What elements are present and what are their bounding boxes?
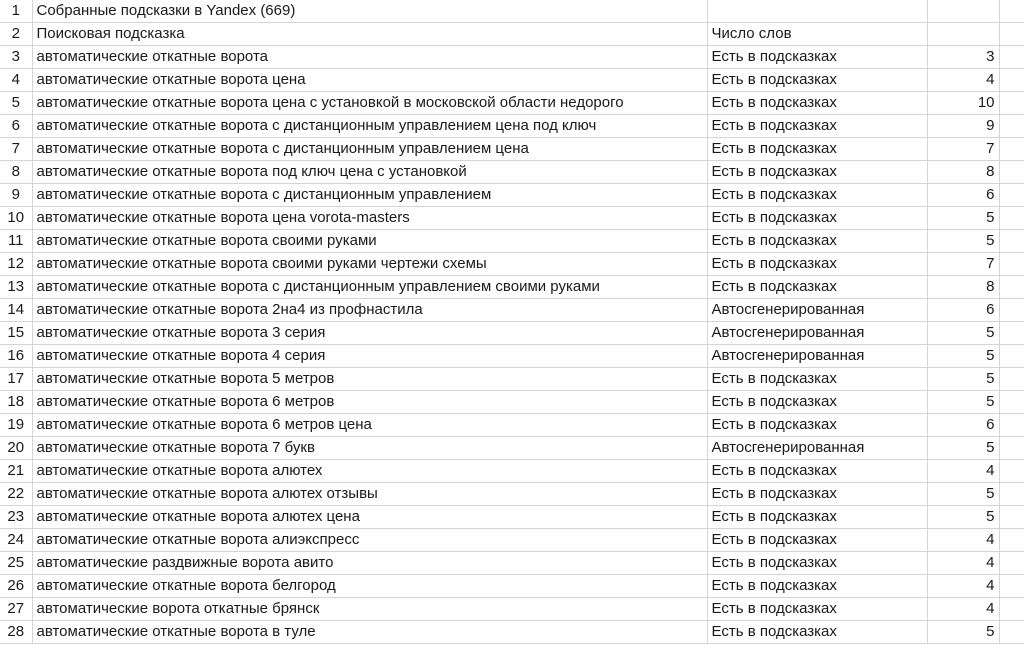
table-row: [0, 138, 1024, 161]
row-number[interactable]: 20: [0, 437, 32, 460]
word-count-cell[interactable]: 6: [927, 299, 999, 322]
word-count-cell[interactable]: 5: [927, 345, 999, 368]
word-count-cell[interactable]: 6: [927, 414, 999, 437]
word-count-cell[interactable]: 5: [927, 368, 999, 391]
source-cell[interactable]: Есть в подсказках: [707, 529, 927, 552]
word-count-cell[interactable]: 5: [927, 322, 999, 345]
query-cell[interactable]: автоматические откатные ворота: [32, 46, 707, 69]
table-row: [0, 506, 1024, 529]
table-row: [0, 621, 1024, 644]
row-number[interactable]: 26: [0, 575, 32, 598]
row-number[interactable]: 8: [0, 161, 32, 184]
cell[interactable]: [999, 230, 1024, 253]
row-number[interactable]: 12: [0, 253, 32, 276]
source-cell[interactable]: Есть в подсказках: [707, 115, 927, 138]
title-row: [0, 0, 1024, 23]
word-count-cell[interactable]: 4: [927, 552, 999, 575]
source-cell[interactable]: Есть в подсказках: [707, 184, 927, 207]
header-row: [0, 23, 1024, 46]
cell[interactable]: [999, 529, 1024, 552]
row-number[interactable]: 4: [0, 69, 32, 92]
table-row: [0, 230, 1024, 253]
row-number[interactable]: 28: [0, 621, 32, 644]
row-number[interactable]: 18: [0, 391, 32, 414]
table-row: [0, 115, 1024, 138]
cell[interactable]: [999, 276, 1024, 299]
query-cell[interactable]: автоматические ворота откатные брянск: [32, 598, 707, 621]
table-row: [0, 161, 1024, 184]
source-cell[interactable]: Есть в подсказках: [707, 460, 927, 483]
source-cell[interactable]: Есть в подсказках: [707, 207, 927, 230]
row-number[interactable]: 19: [0, 414, 32, 437]
cell[interactable]: [927, 0, 999, 23]
row-number[interactable]: 17: [0, 368, 32, 391]
source-cell[interactable]: Есть в подсказках: [707, 46, 927, 69]
table-row: [0, 299, 1024, 322]
source-cell[interactable]: Есть в подсказках: [707, 253, 927, 276]
row-number[interactable]: 7: [0, 138, 32, 161]
cell[interactable]: [927, 23, 999, 46]
table-row: [0, 598, 1024, 621]
source-cell[interactable]: Есть в подсказках: [707, 483, 927, 506]
row-number[interactable]: 23: [0, 506, 32, 529]
query-cell[interactable]: автоматические откатные ворота алютех цена: [32, 506, 707, 529]
word-count-cell[interactable]: 8: [927, 276, 999, 299]
query-cell[interactable]: автоматические откатные ворота алиэкспресс: [32, 529, 707, 552]
cell[interactable]: [999, 0, 1024, 23]
cell[interactable]: [999, 46, 1024, 69]
query-cell[interactable]: автоматические откатные ворота цена: [32, 69, 707, 92]
cell[interactable]: [999, 621, 1024, 644]
source-cell[interactable]: Есть в подсказках: [707, 92, 927, 115]
source-cell[interactable]: Есть в подсказках: [707, 69, 927, 92]
query-cell[interactable]: автоматические раздвижные ворота авито: [32, 552, 707, 575]
source-cell[interactable]: Есть в подсказках: [707, 598, 927, 621]
word-count-cell[interactable]: 6: [927, 184, 999, 207]
row-number[interactable]: 10: [0, 207, 32, 230]
table-row: [0, 276, 1024, 299]
query-cell[interactable]: автоматические откатные ворота в туле: [32, 621, 707, 644]
word-count-cell[interactable]: 8: [927, 161, 999, 184]
query-cell[interactable]: автоматические откатные ворота 4 серия: [32, 345, 707, 368]
cell[interactable]: [999, 115, 1024, 138]
cell[interactable]: [999, 598, 1024, 621]
query-cell[interactable]: автоматические откатные ворота 6 метров цена: [32, 414, 707, 437]
source-cell[interactable]: Есть в подсказках: [707, 506, 927, 529]
cell[interactable]: [999, 368, 1024, 391]
row-number[interactable]: 25: [0, 552, 32, 575]
source-cell[interactable]: Есть в подсказках: [707, 368, 927, 391]
cell[interactable]: [999, 483, 1024, 506]
cell[interactable]: [999, 253, 1024, 276]
word-count-cell[interactable]: 7: [927, 253, 999, 276]
table-row: [0, 483, 1024, 506]
table-row: [0, 575, 1024, 598]
source-cell[interactable]: Автосгенерированная: [707, 322, 927, 345]
row-number[interactable]: 13: [0, 276, 32, 299]
word-count-cell[interactable]: 5: [927, 506, 999, 529]
table-row: [0, 552, 1024, 575]
cell[interactable]: [999, 506, 1024, 529]
table-row: [0, 345, 1024, 368]
cell[interactable]: [707, 0, 927, 23]
cell[interactable]: [999, 322, 1024, 345]
cell[interactable]: [999, 138, 1024, 161]
row-number[interactable]: 5: [0, 92, 32, 115]
query-cell[interactable]: автоматические откатные ворота алютех: [32, 460, 707, 483]
word-count-cell[interactable]: 10: [927, 92, 999, 115]
cell[interactable]: [999, 575, 1024, 598]
row-number[interactable]: 2: [0, 23, 32, 46]
row-number[interactable]: 1: [0, 0, 32, 23]
table-row: [0, 46, 1024, 69]
source-cell[interactable]: Автосгенерированная: [707, 437, 927, 460]
header-cell-word-count[interactable]: Число слов: [707, 23, 927, 46]
word-count-cell[interactable]: 5: [927, 621, 999, 644]
row-number[interactable]: 24: [0, 529, 32, 552]
query-cell[interactable]: автоматические откатные ворота 6 метров: [32, 391, 707, 414]
cell[interactable]: [999, 92, 1024, 115]
cell[interactable]: [999, 552, 1024, 575]
source-cell[interactable]: Автосгенерированная: [707, 345, 927, 368]
cell[interactable]: [999, 460, 1024, 483]
word-count-cell[interactable]: 3: [927, 46, 999, 69]
row-number[interactable]: 16: [0, 345, 32, 368]
word-count-cell[interactable]: 9: [927, 115, 999, 138]
header-cell-query[interactable]: Поисковая подсказка: [32, 23, 707, 46]
source-cell[interactable]: Есть в подсказках: [707, 276, 927, 299]
query-cell[interactable]: автоматические откатные ворота цена vorota-masters: [32, 207, 707, 230]
source-cell[interactable]: Есть в подсказках: [707, 575, 927, 598]
cell[interactable]: [999, 184, 1024, 207]
table-row: [0, 414, 1024, 437]
row-number[interactable]: 15: [0, 322, 32, 345]
row-number[interactable]: 9: [0, 184, 32, 207]
source-cell[interactable]: Есть в подсказках: [707, 414, 927, 437]
source-cell[interactable]: Есть в подсказках: [707, 621, 927, 644]
row-number[interactable]: 3: [0, 46, 32, 69]
source-cell[interactable]: Автосгенерированная: [707, 299, 927, 322]
row-number[interactable]: 21: [0, 460, 32, 483]
cell[interactable]: [999, 69, 1024, 92]
word-count-cell[interactable]: 4: [927, 460, 999, 483]
source-cell[interactable]: Есть в подсказках: [707, 552, 927, 575]
table-row: [0, 253, 1024, 276]
source-cell[interactable]: Есть в подсказках: [707, 230, 927, 253]
cell[interactable]: [999, 391, 1024, 414]
source-cell[interactable]: Есть в подсказках: [707, 161, 927, 184]
query-cell[interactable]: автоматические откатные ворота своими руками чертежи схемы: [32, 253, 707, 276]
query-cell[interactable]: автоматические откатные ворота с дистанционным управлением: [32, 184, 707, 207]
table-row: [0, 69, 1024, 92]
word-count-cell[interactable]: 4: [927, 575, 999, 598]
query-cell[interactable]: автоматические откатные ворота 2на4 из профнастила: [32, 299, 707, 322]
cell[interactable]: [999, 207, 1024, 230]
query-cell[interactable]: автоматические откатные ворота 7 букв: [32, 437, 707, 460]
table-row: [0, 207, 1024, 230]
query-cell[interactable]: автоматические откатные ворота своими руками: [32, 230, 707, 253]
source-cell[interactable]: Есть в подсказках: [707, 391, 927, 414]
table-row: [0, 437, 1024, 460]
table-row: [0, 368, 1024, 391]
query-cell[interactable]: автоматические откатные ворота под ключ цена с установкой: [32, 161, 707, 184]
row-number[interactable]: 27: [0, 598, 32, 621]
query-cell[interactable]: автоматические откатные ворота 3 серия: [32, 322, 707, 345]
word-count-cell[interactable]: 4: [927, 598, 999, 621]
cell[interactable]: [999, 23, 1024, 46]
cell[interactable]: [999, 414, 1024, 437]
word-count-cell[interactable]: 5: [927, 483, 999, 506]
row-number[interactable]: 6: [0, 115, 32, 138]
cell[interactable]: [999, 161, 1024, 184]
cell[interactable]: [999, 299, 1024, 322]
row-number[interactable]: 11: [0, 230, 32, 253]
row-number[interactable]: 14: [0, 299, 32, 322]
table-row: [0, 184, 1024, 207]
query-cell[interactable]: автоматические откатные ворота с дистанционным управлением своими руками: [32, 276, 707, 299]
word-count-cell[interactable]: 7: [927, 138, 999, 161]
word-count-cell[interactable]: 5: [927, 437, 999, 460]
table-row: [0, 460, 1024, 483]
word-count-cell[interactable]: 5: [927, 230, 999, 253]
query-cell[interactable]: автоматические откатные ворота с дистанционным управлением цена: [32, 138, 707, 161]
table-row: [0, 529, 1024, 552]
query-cell[interactable]: автоматические откатные ворота белгород: [32, 575, 707, 598]
title-cell[interactable]: Собранные подсказки в Yandex (669): [32, 0, 707, 23]
table-row: [0, 322, 1024, 345]
query-cell[interactable]: автоматические откатные ворота 5 метров: [32, 368, 707, 391]
cell[interactable]: [999, 345, 1024, 368]
source-cell[interactable]: Есть в подсказках: [707, 138, 927, 161]
row-number[interactable]: 22: [0, 483, 32, 506]
cell[interactable]: [999, 437, 1024, 460]
query-cell[interactable]: автоматические откатные ворота с дистанционным управлением цена под ключ: [32, 115, 707, 138]
word-count-cell[interactable]: 5: [927, 207, 999, 230]
word-count-cell[interactable]: 4: [927, 529, 999, 552]
word-count-cell[interactable]: 5: [927, 391, 999, 414]
query-cell[interactable]: автоматические откатные ворота цена с установкой в московской области недорого: [32, 92, 707, 115]
query-cell[interactable]: автоматические откатные ворота алютех отзывы: [32, 483, 707, 506]
word-count-cell[interactable]: 4: [927, 69, 999, 92]
table-row: [0, 391, 1024, 414]
table-row: [0, 92, 1024, 115]
